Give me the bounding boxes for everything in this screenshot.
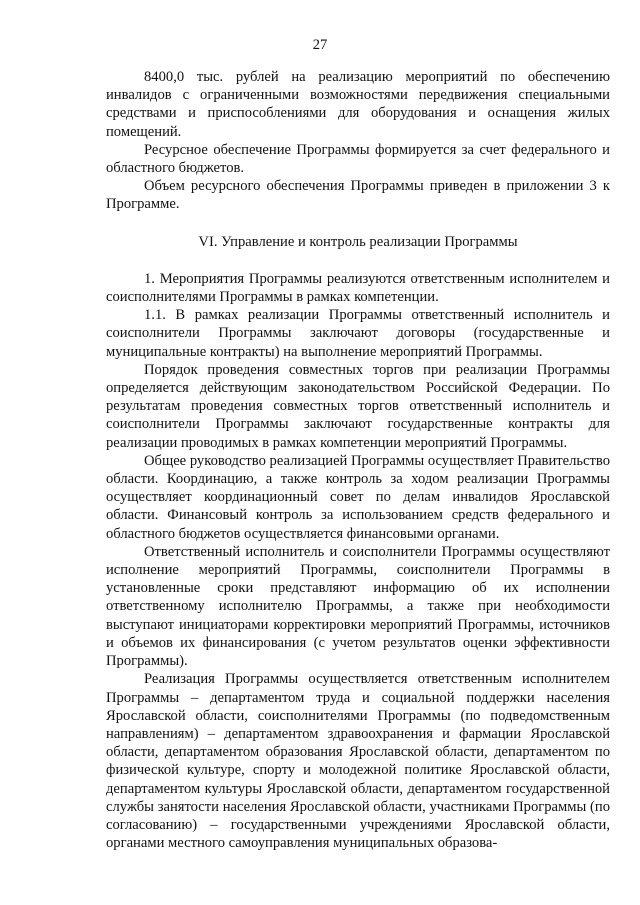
section-heading: VI. Управление и контроль реализации Программы (198, 233, 518, 250)
spacer (106, 251, 610, 270)
paragraph: Реализация Программы осуществляется ответственным исполнителем Программы – департаментом труда и социальной поддержки населения Ярославской области, соисполнителями Программы (по подведомственным направлениям) – департаментом здравоохранения и фармации Ярославской области, департаментом образования Ярославской области, департаментом по физической культуре, спорту и молодежной политике Ярославской области, департаментом культуры Ярославской области, департаментом государственной службы занятости населения Ярославской области, участниками Программы (по согласованию) – государственными учреждениями Ярославской области, органами местного самоуправления муниципальных образова- (106, 671, 610, 852)
paragraph: Порядок проведения совместных торгов при реализации Программы определяется действующим законодательством Российской Федерации. По результатам проведения совместных торгов ответственный исполнитель и соисполнители Программы заключают государственные контракты для реализации проводимых в рамках компетенции мероприятий Программы. (106, 361, 610, 451)
paragraph: Общее руководство реализацией Программы осуществляет Правительство области. Координацию, а также контроль за ходом реализации Программы осуществляет координационный совет по делам инвалидов Ярославской области. Финансовый контроль за использованием средств федерального и областного бюджетов осуществляется финансовыми органами. (106, 452, 610, 542)
paragraph: Объем ресурсного обеспечения Программы приведен в приложении 3 к Программе. (106, 178, 610, 213)
paragraph: 8400,0 тыс. рублей на реализацию мероприятий по обеспечению инвалидов с ограниченными возможностями передвижения специальными средствами и приспособлениями для оборудования и оснащения жилых помещений. (106, 69, 610, 140)
paragraph: 1. Мероприятия Программы реализуются ответственным исполнителем и соисполнителями Программы в рамках компетенции. (106, 270, 610, 306)
page-content (106, 68, 610, 852)
paragraph: 1.1. В рамках реализации Программы ответственный исполнитель и соисполнители Программы заключают договоры (государственные и муниципальные контракты) на выполнение мероприятий Программы. (106, 307, 610, 360)
page-number: 27 (312, 37, 328, 53)
paragraph: Ресурсное обеспечение Программы формируется за счет федерального и областного бюджетов. (106, 141, 610, 177)
spacer (106, 214, 610, 233)
paragraph: Ответственный исполнитель и соисполнители Программы осуществляют исполнение мероприятий Программы, соисполнители Программы в установленные сроки представляют информацию об их исполнении ответственному исполнителю Программы, а также при необходимости выступают инициаторами корректировки мероприятий Программы, источников и объемов их финансирования (с учетом результатов оценки эффективности Программы). (106, 543, 610, 670)
